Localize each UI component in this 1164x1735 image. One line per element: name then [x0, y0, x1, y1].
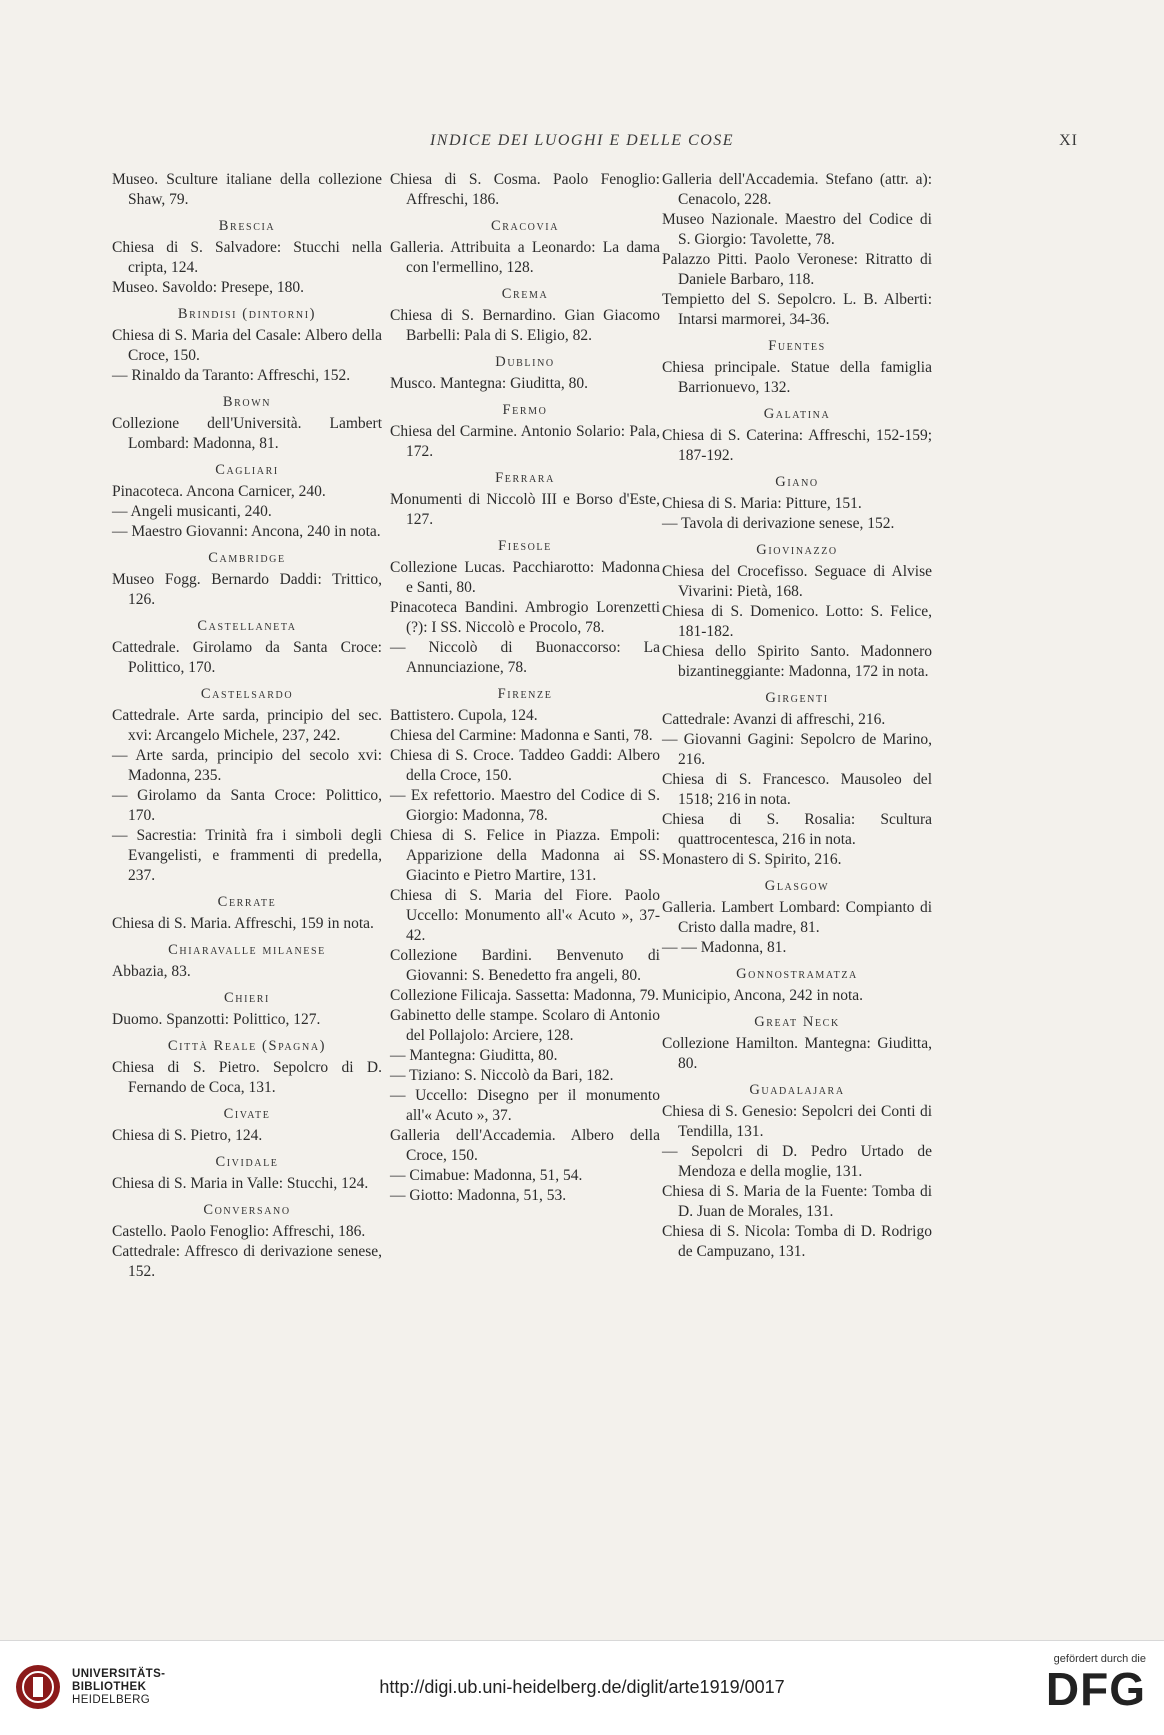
place-heading: Civate	[223, 1106, 271, 1122]
index-entry: Galleria dell'Accademia. Albero della Croce, 150.	[390, 1127, 660, 1164]
index-entry: Monumenti di Niccolò III e Borso d'Este, 127.	[390, 491, 660, 528]
index-entry: Tempietto del S. Sepolcro. L. B. Alberti: Intarsi marmorei, 34-36.	[662, 291, 932, 328]
document-url-link[interactable]: http://digi.ub.uni-heidelberg.de/diglit/arte1919/0017	[379, 1677, 785, 1697]
index-entry: — Giotto: Madonna, 51, 53.	[390, 1187, 567, 1204]
index-entry: Chiesa di S. Caterina: Affreschi, 152-159; 187-192.	[662, 427, 932, 464]
place-heading: Glasgow	[764, 878, 830, 894]
place-heading: Cracovia	[490, 218, 560, 234]
index-entry: Chiesa del Carmine: Madonna e Santi, 78.	[390, 727, 653, 744]
index-entry: Chiesa di S. Pietro. Sepolcro di D. Fernando de Coca, 131.	[112, 1059, 382, 1096]
place-heading: Fiesole	[498, 538, 552, 554]
index-entry: — Rinaldo da Taranto: Affreschi, 152.	[112, 367, 351, 384]
index-entry: Cattedrale. Girolamo da Santa Croce: Polittico, 170.	[112, 639, 382, 676]
place-heading: Castellaneta	[197, 618, 297, 634]
index-entry: — Mantegna: Giuditta, 80.	[390, 1047, 558, 1064]
place-heading: Cambridge	[208, 550, 286, 566]
place-heading: Girgenti	[765, 690, 829, 706]
index-entry: Collezione Bardini. Benvenuto di Giovanni: S. Benedetto fra angeli, 80.	[390, 947, 660, 984]
index-entry: Chiesa di S. Maria de la Fuente: Tomba di D. Juan de Morales, 131.	[662, 1183, 932, 1220]
place-heading: Great Neck	[754, 1014, 840, 1030]
index-entry: — Cimabue: Madonna, 51, 54.	[390, 1167, 583, 1184]
index-entry: Museo. Savoldo: Presepe, 180.	[112, 279, 305, 296]
index-entry: Museo Fogg. Bernardo Daddi: Trittico, 126.	[112, 571, 382, 608]
library-name-line-3: HEIDELBERG	[72, 1693, 151, 1706]
index-entry: Chiesa di S. Francesco. Mausoleo del 1518; 216 in nota.	[662, 771, 932, 808]
index-entry: — Ex refettorio. Maestro del Codice di S. Giorgio: Madonna, 78.	[390, 787, 660, 824]
page-number: XI	[1059, 132, 1078, 149]
place-heading: Chiaravalle milanese	[168, 942, 326, 958]
place-heading: Brown	[222, 394, 272, 410]
index-entry: Chiesa di S. Maria: Pitture, 151.	[662, 495, 862, 512]
index-entry: Cattedrale: Avanzi di affreschi, 216.	[662, 711, 886, 728]
index-entry: Chiesa del Crocefisso. Seguace di Alvise Vivarini: Pietà, 168.	[662, 563, 932, 600]
index-entry: Pinacoteca. Ancona Carnicer, 240.	[112, 483, 326, 500]
index-entry: — — Madonna, 81.	[662, 939, 787, 956]
index-entry: Galleria. Attribuita a Leonardo: La dama con l'ermellino, 128.	[390, 239, 660, 276]
place-heading: Ferrara	[495, 470, 555, 486]
place-heading: Fuentes	[768, 338, 826, 354]
place-heading: Giovinazzo	[756, 542, 838, 558]
funding-caption: gefördert durch die	[1053, 1653, 1146, 1665]
index-entry: Chiesa di S. Genesio: Sepolcri dei Conti di Tendilla, 131.	[662, 1103, 932, 1140]
place-heading: Guadalajara	[749, 1082, 845, 1098]
index-entry: Chiesa di S. Maria. Affreschi, 159 in nota.	[112, 915, 374, 932]
index-entry: Cattedrale. Arte sarda, principio del sec. xvi: Arcangelo Michele, 237, 242.	[112, 707, 382, 744]
place-heading: Castelsardo	[200, 686, 294, 702]
index-entry: — Uccello: Disegno per il monumento all'« Acuto », 37.	[390, 1087, 660, 1124]
index-entry: Monastero di S. Spirito, 216.	[662, 851, 842, 868]
place-heading: Conversano	[203, 1202, 291, 1218]
index-entry: Battistero. Cupola, 124.	[390, 707, 538, 724]
index-entry: Chiesa del Carmine. Antonio Solario: Pala, 172.	[390, 423, 660, 460]
index-entry: Museo Nazionale. Maestro del Codice di S. Giorgio: Tavolette, 78.	[662, 211, 932, 248]
viewer-footer	[0, 1640, 1164, 1735]
place-heading: Giano	[775, 474, 819, 490]
index-entry: Chiesa dello Spirito Santo. Madonnero bizantineggiante: Madonna, 172 in nota.	[662, 643, 932, 680]
index-entry: Chiesa di S. Salvadore: Stucchi nella cripta, 124.	[112, 239, 382, 276]
place-heading: Galatina	[763, 406, 831, 422]
index-column-1	[112, 170, 382, 1282]
index-entry: — Arte sarda, principio del secolo xvi: Madonna, 235.	[112, 747, 382, 784]
index-entry: Castello. Paolo Fenoglio: Affreschi, 186.	[112, 1223, 366, 1240]
index-entry: Collezione dell'Università. Lambert Lombard: Madonna, 81.	[112, 415, 382, 452]
place-heading: Chieri	[224, 990, 270, 1006]
index-entry: Palazzo Pitti. Paolo Veronese: Ritratto di Daniele Barbaro, 118.	[662, 251, 932, 288]
index-entry: Chiesa di S. Nicola: Tomba di D. Rodrigo de Campuzano, 131.	[662, 1223, 932, 1260]
index-entry: Museo. Sculture italiane della collezione Shaw, 79.	[112, 171, 382, 208]
index-entry: Chiesa di S. Domenico. Lotto: S. Felice, 181-182.	[662, 603, 932, 640]
place-heading: Gonnostramatza	[736, 966, 858, 982]
running-title: INDICE DEI LUOGHI E DELLE COSE	[429, 132, 735, 149]
place-heading: Firenze	[497, 686, 553, 702]
place-heading: Brindisi (dintorni)	[177, 306, 317, 322]
index-entry: — Maestro Giovanni: Ancona, 240 in nota.	[112, 523, 381, 540]
index-entry: — Angeli musicanti, 240.	[112, 503, 272, 520]
index-entry: Chiesa di S. Maria del Casale: Albero della Croce, 150.	[112, 327, 382, 364]
place-heading: Città Reale (Spagna)	[167, 1038, 327, 1054]
dfg-logo: DFG	[1045, 1663, 1146, 1715]
index-entry: Collezione Lucas. Pacchiarotto: Madonna e Santi, 80.	[390, 559, 660, 596]
index-entry: Chiesa di S. Maria del Fiore. Paolo Uccello: Monumento all'« Acuto », 37-42.	[390, 887, 660, 944]
index-column-3	[662, 170, 932, 1262]
library-name-line-2: BIBLIOTHEK	[72, 1680, 147, 1693]
index-entry: Gabinetto delle stampe. Scolaro di Antonio del Pollajolo: Arciere, 128.	[390, 1007, 660, 1044]
index-entry: Chiesa di S. Cosma. Paolo Fenoglio: Affreschi, 186.	[390, 171, 660, 208]
place-heading: Cerrate	[217, 894, 277, 910]
index-entry: — Sepolcri di D. Pedro Urtado de Mendoza e della moglie, 131.	[662, 1143, 932, 1180]
place-heading: Crema	[501, 286, 549, 302]
index-entry: — Giovanni Gagini: Sepolcro de Marino, 216.	[662, 731, 932, 768]
place-heading: Cividale	[215, 1154, 279, 1170]
index-entry: Chiesa di S. Rosalia: Scultura quattrocentesca, 216 in nota.	[662, 811, 932, 848]
index-entry: Municipio, Ancona, 242 in nota.	[662, 987, 864, 1004]
index-entry: — Niccolò di Buonaccorso: La Annunciazione, 78.	[390, 639, 660, 676]
index-entry: Chiesa di S. Maria in Valle: Stucchi, 124.	[112, 1175, 369, 1192]
index-entry: Pinacoteca Bandini. Ambrogio Lorenzetti (?): I SS. Niccolò e Procolo, 78.	[390, 599, 660, 636]
library-name-line-1: UNIVERSITÄTS-	[72, 1667, 166, 1680]
index-entry: Collezione Filicaja. Sassetta: Madonna, 79.	[390, 987, 660, 1004]
index-entry: Cattedrale: Affresco di derivazione senese, 152.	[112, 1243, 382, 1280]
place-heading: Brescia	[218, 218, 276, 234]
index-entry: Galleria. Lambert Lombard: Compianto di Cristo dalla madre, 81.	[662, 899, 932, 936]
place-heading: Cagliari	[215, 462, 279, 478]
index-entry: — Sacrestia: Trinità fra i simboli degli Evangelisti, e frammenti di predella, 237.	[112, 827, 382, 884]
index-entry: — Tavola di derivazione senese, 152.	[662, 515, 895, 532]
dfg-branding[interactable]	[1016, 1653, 1146, 1713]
index-entry: — Tiziano: S. Niccolò da Bari, 182.	[390, 1067, 614, 1084]
index-entry: Galleria dell'Accademia. Stefano (attr. a): Cenacolo, 228.	[662, 171, 932, 208]
place-heading: Dublino	[495, 354, 555, 370]
index-entry: Chiesa di S. Felice in Piazza. Empoli: Apparizione della Madonna ai SS. Giacinto e Pietro Martire, 131.	[390, 827, 660, 884]
index-entry: Chiesa principale. Statue della famiglia Barrionuevo, 132.	[662, 359, 932, 396]
index-column-2	[390, 170, 660, 1206]
index-entry: Duomo. Spanzotti: Polittico, 127.	[112, 1011, 321, 1028]
index-entry: Collezione Hamilton. Mantegna: Giuditta, 80.	[662, 1035, 932, 1072]
index-entry: Chiesa di S. Bernardino. Gian Giacomo Barbelli: Pala di S. Eligio, 82.	[390, 307, 660, 344]
index-entry: Musco. Mantegna: Giuditta, 80.	[390, 375, 589, 392]
index-entry: Abbazia, 83.	[112, 963, 191, 980]
index-entry: Chiesa di S. Croce. Taddeo Gaddi: Albero della Croce, 150.	[390, 747, 660, 784]
place-heading: Fermo	[502, 402, 548, 418]
index-entry: Chiesa di S. Pietro, 124.	[112, 1127, 263, 1144]
index-entry: — Girolamo da Santa Croce: Polittico, 170.	[112, 787, 382, 824]
